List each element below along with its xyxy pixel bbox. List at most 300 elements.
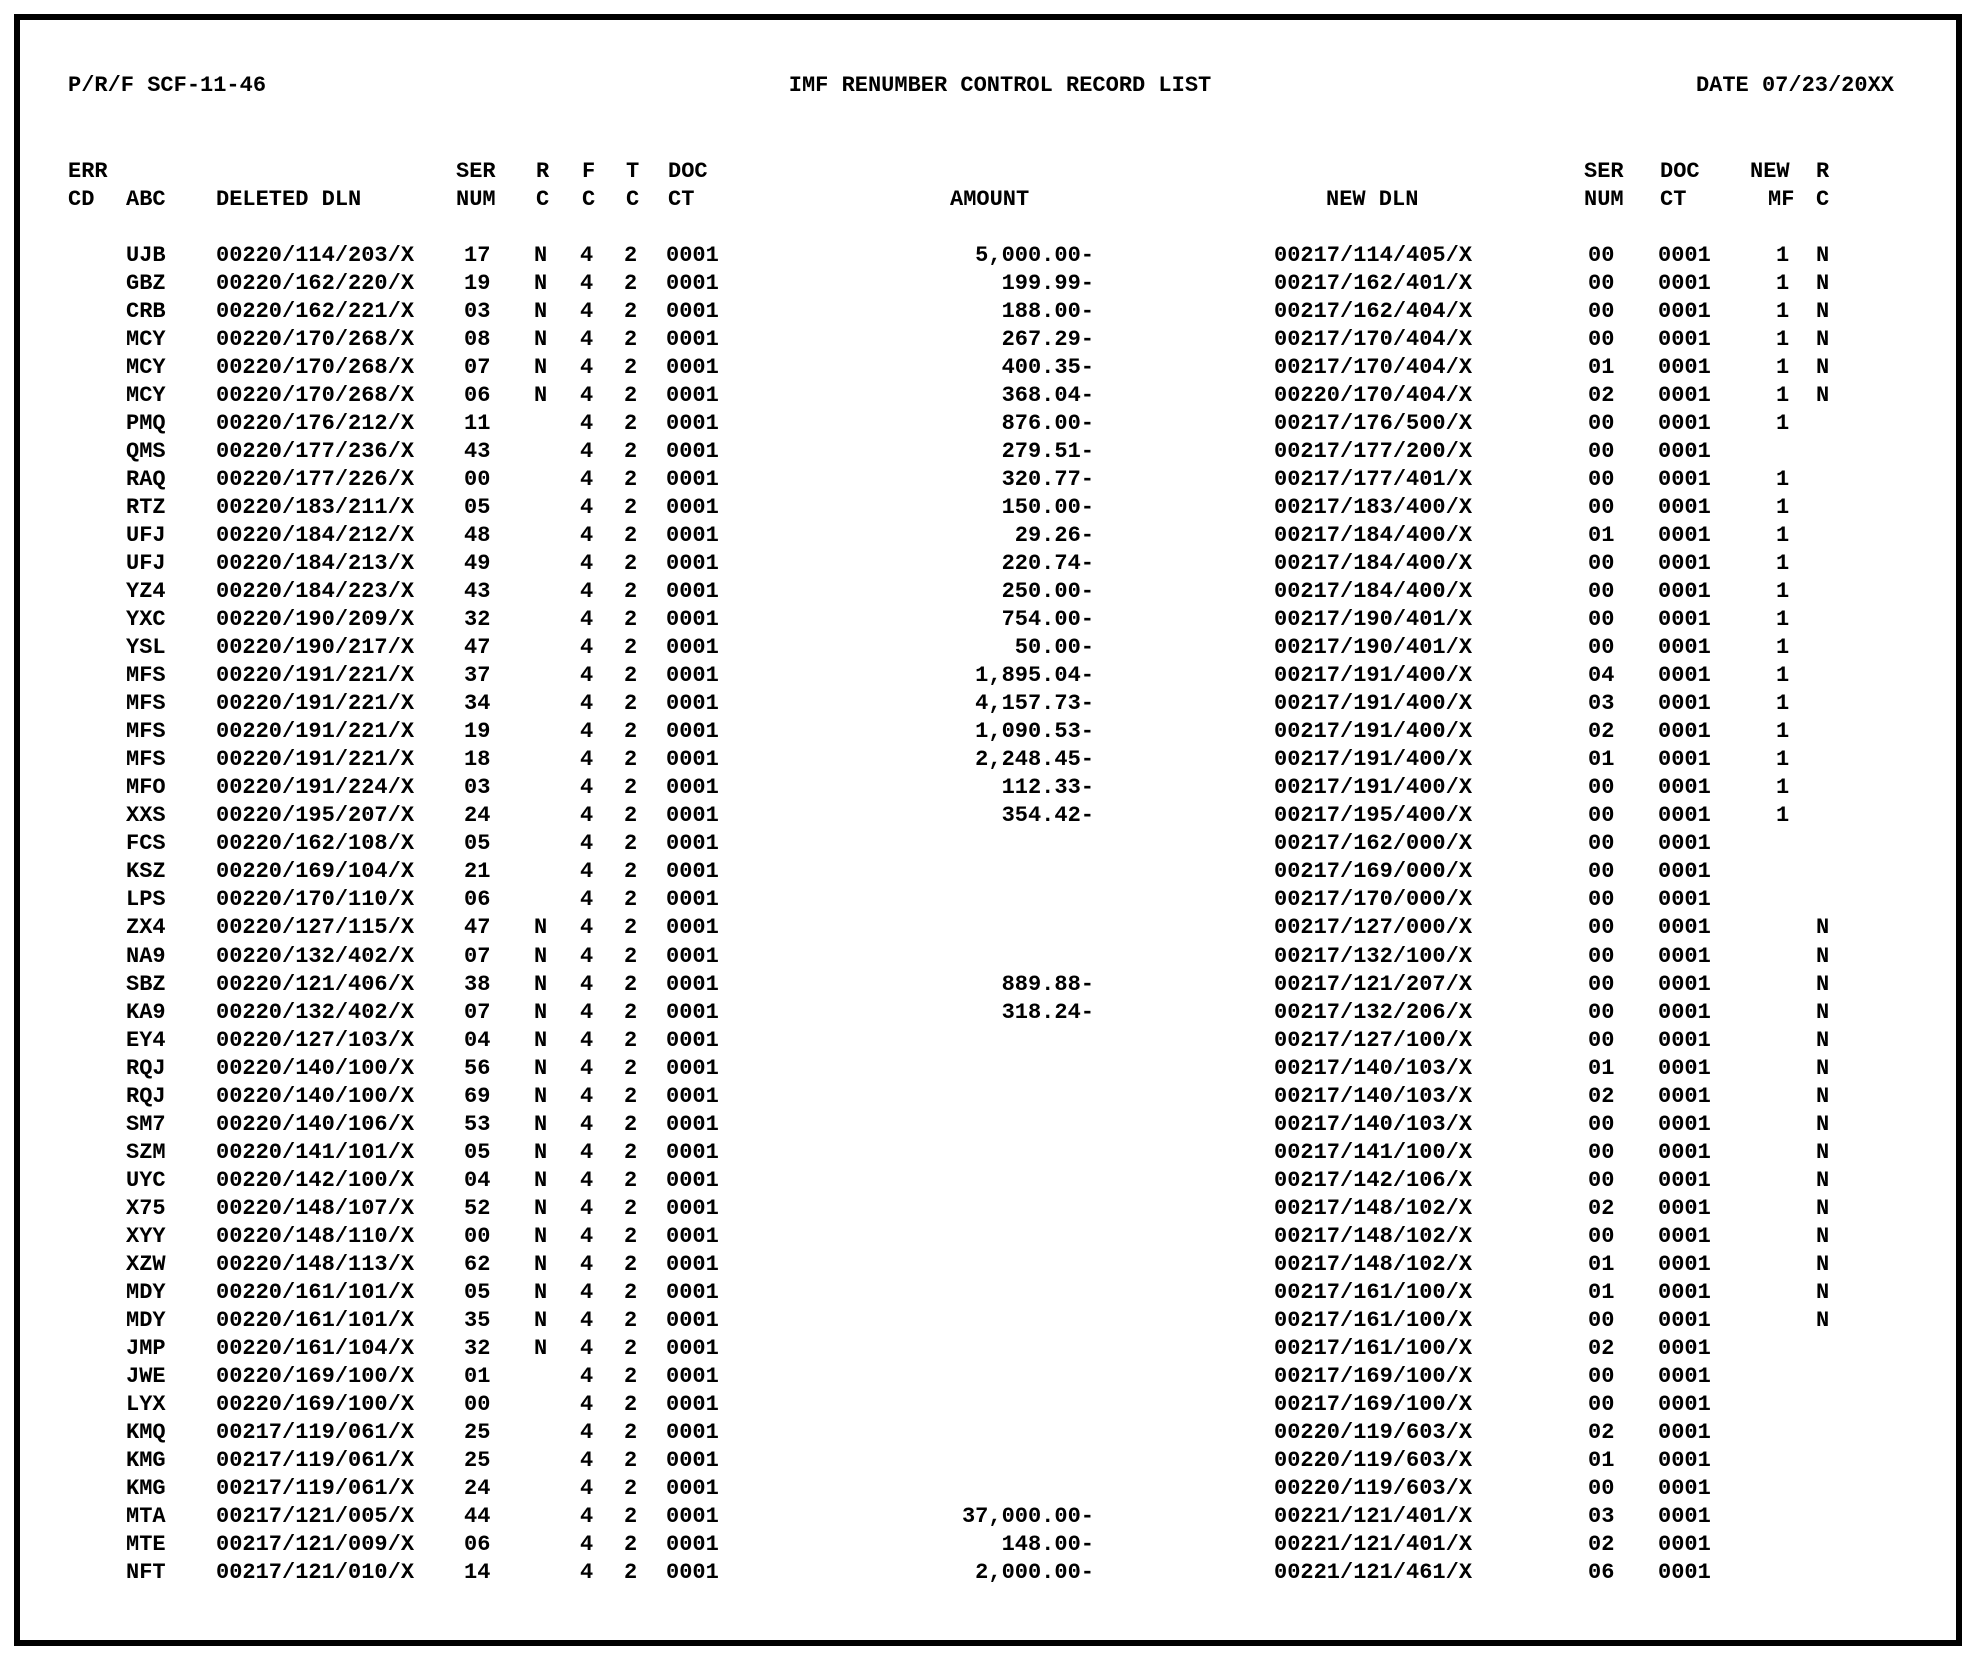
doc-ct: 0001 (666, 299, 719, 325)
table-row (20, 1111, 1956, 1139)
new-ser-num: 02 (1588, 1083, 1615, 1109)
abc-code: LYX (126, 1391, 166, 1417)
header-abc: ABC (126, 187, 166, 212)
new-dln: 00217/132/100/X (1274, 943, 1473, 969)
ser-num: 07 (464, 355, 491, 381)
tc-code: 2 (624, 1083, 638, 1109)
deleted-dln: 00220/170/268/X (216, 327, 415, 353)
table-row (20, 410, 1956, 438)
doc-ct: 0001 (666, 271, 719, 297)
ser-num: 49 (464, 551, 491, 577)
abc-code: RTZ (126, 495, 166, 521)
doc-ct: 0001 (666, 887, 719, 913)
fc-code: 4 (580, 1363, 594, 1389)
fc-code: 4 (580, 1419, 594, 1445)
fc-code: 4 (580, 1503, 594, 1529)
new-dln: 00217/121/207/X (1274, 971, 1473, 997)
new-doc-ct: 0001 (1658, 1531, 1711, 1557)
doc-ct: 0001 (666, 719, 719, 745)
new-ser-num: 03 (1588, 1503, 1615, 1529)
tc-code: 2 (624, 1223, 638, 1249)
doc-ct: 0001 (666, 1027, 719, 1053)
header-ser: SER (456, 159, 496, 184)
new-dln: 00220/119/603/X (1274, 1447, 1473, 1473)
abc-code: UFJ (126, 551, 166, 577)
table-row (20, 1139, 1956, 1167)
new-ser-num: 00 (1588, 1391, 1615, 1417)
amount: 2,248.45- (975, 747, 1094, 773)
tc-code: 2 (624, 1447, 638, 1473)
abc-code: MFS (126, 691, 166, 717)
new-doc-ct: 0001 (1658, 803, 1711, 829)
header-tc-c: C (626, 187, 640, 212)
deleted-dln: 00220/161/101/X (216, 1307, 415, 1333)
new-ser-num: 01 (1588, 355, 1615, 381)
fc-code: 4 (580, 523, 594, 549)
amount: 279.51- (1001, 439, 1094, 465)
table-row (20, 1559, 1956, 1587)
fc-code: 4 (580, 719, 594, 745)
amount: 188.00- (1001, 299, 1094, 325)
amount: 318.24- (1001, 999, 1094, 1025)
ser-num: 05 (464, 1139, 491, 1165)
new-rc-flag: N (1816, 1027, 1830, 1053)
new-dln: 00217/148/102/X (1274, 1251, 1473, 1277)
rc-flag: N (534, 1055, 548, 1081)
ser-num: 17 (464, 243, 491, 268)
doc-ct: 0001 (666, 635, 719, 661)
fc-code: 4 (580, 1475, 594, 1501)
table-row (20, 1475, 1956, 1503)
new-dln: 00217/132/206/X (1274, 999, 1473, 1025)
doc-ct: 0001 (666, 971, 719, 997)
ser-num: 44 (464, 1503, 491, 1529)
new-mf: 1 (1776, 355, 1790, 381)
rc-flag: N (534, 1251, 548, 1277)
new-dln: 00217/140/103/X (1274, 1055, 1473, 1081)
doc-ct: 0001 (666, 1111, 719, 1137)
table-row (20, 886, 1956, 914)
ser-num: 43 (464, 579, 491, 605)
amount: 37,000.00- (961, 1503, 1094, 1529)
deleted-dln: 00220/132/402/X (216, 943, 415, 969)
new-rc-flag: N (1816, 1251, 1830, 1277)
amount: 4,157.73- (975, 691, 1094, 717)
deleted-dln: 00217/121/009/X (216, 1531, 415, 1557)
new-ser-num: 02 (1588, 1531, 1615, 1557)
fc-code: 4 (580, 355, 594, 381)
amount: 150.00- (1001, 495, 1094, 521)
tc-code: 2 (624, 411, 638, 437)
abc-code: KMG (126, 1475, 166, 1501)
new-mf: 1 (1776, 579, 1790, 605)
table-row (20, 1279, 1956, 1307)
new-dln: 00217/169/000/X (1274, 859, 1473, 885)
new-dln: 00217/195/400/X (1274, 803, 1473, 829)
rc-flag: N (534, 327, 548, 353)
abc-code: MDY (126, 1279, 166, 1305)
report-frame (14, 14, 1962, 1646)
fc-code: 4 (580, 1531, 594, 1557)
doc-ct: 0001 (666, 943, 719, 969)
table-row (20, 382, 1956, 410)
rc-flag: N (534, 1307, 548, 1333)
doc-ct: 0001 (666, 1139, 719, 1165)
table-row (20, 1531, 1956, 1559)
new-rc-flag: N (1816, 1223, 1830, 1249)
new-rc-flag: N (1816, 1195, 1830, 1221)
new-ser-num: 01 (1588, 1055, 1615, 1081)
amount: 199.99- (1001, 271, 1094, 297)
new-ser-num: 00 (1588, 887, 1615, 913)
deleted-dln: 00220/162/221/X (216, 299, 415, 325)
tc-code: 2 (624, 243, 638, 268)
tc-code: 2 (624, 635, 638, 661)
abc-code: QMS (126, 439, 166, 465)
doc-ct: 0001 (666, 747, 719, 773)
rc-flag: N (534, 1223, 548, 1249)
new-doc-ct: 0001 (1658, 1251, 1711, 1277)
doc-ct: 0001 (666, 831, 719, 857)
header-new-dln: NEW DLN (1326, 187, 1419, 212)
amount: 754.00- (1001, 607, 1094, 633)
new-doc-ct: 0001 (1658, 495, 1711, 521)
new-doc-ct: 0001 (1658, 1111, 1711, 1137)
table-row (20, 606, 1956, 634)
table-row (20, 1335, 1956, 1363)
abc-code: XZW (126, 1251, 166, 1277)
abc-code: MDY (126, 1307, 166, 1333)
abc-code: YZ4 (126, 579, 166, 605)
ser-num: 00 (464, 467, 491, 493)
doc-ct: 0001 (666, 1223, 719, 1249)
ser-num: 38 (464, 971, 491, 997)
abc-code: NA9 (126, 943, 166, 969)
fc-code: 4 (580, 1279, 594, 1305)
tc-code: 2 (624, 1195, 638, 1221)
deleted-dln: 00217/121/005/X (216, 1503, 415, 1529)
abc-code: MFS (126, 663, 166, 689)
deleted-dln: 00220/169/104/X (216, 859, 415, 885)
deleted-dln: 00217/121/010/X (216, 1559, 415, 1585)
fc-code: 4 (580, 1335, 594, 1361)
table-row (20, 830, 1956, 858)
table-row (20, 1503, 1956, 1531)
rc-flag: N (534, 355, 548, 381)
new-doc-ct: 0001 (1658, 299, 1711, 325)
new-rc-flag: N (1816, 999, 1830, 1025)
doc-ct: 0001 (666, 775, 719, 801)
fc-code: 4 (580, 551, 594, 577)
tc-code: 2 (624, 1391, 638, 1417)
tc-code: 2 (624, 579, 638, 605)
new-ser-num: 00 (1588, 971, 1615, 997)
column-header-line-1 (20, 158, 1956, 186)
doc-ct: 0001 (666, 803, 719, 829)
new-rc-flag: N (1816, 327, 1830, 353)
new-rc-flag: N (1816, 383, 1830, 409)
table-row (20, 354, 1956, 382)
table-row (20, 298, 1956, 326)
tc-code: 2 (624, 551, 638, 577)
tc-code: 2 (624, 299, 638, 325)
tc-code: 2 (624, 495, 638, 521)
new-mf: 1 (1776, 719, 1790, 745)
rc-flag: N (534, 1083, 548, 1109)
table-row (20, 746, 1956, 774)
header-amount: AMOUNT (950, 187, 1030, 212)
abc-code: LPS (126, 887, 166, 913)
abc-code: KMG (126, 1447, 166, 1473)
abc-code: XYY (126, 1223, 166, 1249)
tc-code: 2 (624, 1111, 638, 1137)
deleted-dln: 00220/162/108/X (216, 831, 415, 857)
new-mf: 1 (1776, 271, 1790, 297)
tc-code: 2 (624, 355, 638, 381)
new-ser-num: 00 (1588, 607, 1615, 633)
doc-ct: 0001 (666, 467, 719, 493)
fc-code: 4 (580, 775, 594, 801)
new-rc-flag: N (1816, 1307, 1830, 1333)
abc-code: MFS (126, 719, 166, 745)
amount: 112.33- (1001, 775, 1094, 801)
new-doc-ct: 0001 (1658, 1447, 1711, 1473)
table-row (20, 494, 1956, 522)
deleted-dln: 00220/184/212/X (216, 523, 415, 549)
rc-flag: N (534, 999, 548, 1025)
fc-code: 4 (580, 299, 594, 325)
deleted-dln: 00220/170/268/X (216, 383, 415, 409)
deleted-dln: 00220/191/221/X (216, 719, 415, 745)
ser-num: 32 (464, 607, 491, 633)
new-mf: 1 (1776, 467, 1790, 493)
tc-code: 2 (624, 1139, 638, 1165)
new-doc-ct: 0001 (1658, 1223, 1711, 1249)
deleted-dln: 00220/184/213/X (216, 551, 415, 577)
fc-code: 4 (580, 915, 594, 941)
doc-ct: 0001 (666, 1335, 719, 1361)
ser-num: 03 (464, 775, 491, 801)
tc-code: 2 (624, 1279, 638, 1305)
header-num: NUM (456, 187, 496, 212)
new-rc-flag: N (1816, 1111, 1830, 1137)
new-dln: 00217/184/400/X (1274, 551, 1473, 577)
ser-num: 05 (464, 495, 491, 521)
fc-code: 4 (580, 243, 594, 268)
deleted-dln: 00220/177/226/X (216, 467, 415, 493)
abc-code: SBZ (126, 971, 166, 997)
amount: 354.42- (1001, 803, 1094, 829)
amount: 889.88- (1001, 971, 1094, 997)
fc-code: 4 (580, 635, 594, 661)
new-doc-ct: 0001 (1658, 971, 1711, 997)
doc-ct: 0001 (666, 411, 719, 437)
ser-num: 00 (464, 1391, 491, 1417)
new-dln: 00217/148/102/X (1274, 1223, 1473, 1249)
abc-code: CRB (126, 299, 166, 325)
ser-num: 04 (464, 1027, 491, 1053)
deleted-dln: 00220/177/236/X (216, 439, 415, 465)
new-dln: 00221/121/461/X (1274, 1559, 1473, 1585)
ser-num: 11 (464, 411, 491, 437)
header-ct: CT (668, 187, 695, 212)
ser-num: 62 (464, 1251, 491, 1277)
table-row (20, 1447, 1956, 1475)
tc-code: 2 (624, 1251, 638, 1277)
fc-code: 4 (580, 803, 594, 829)
doc-ct: 0001 (666, 1503, 719, 1529)
new-mf: 1 (1776, 411, 1790, 437)
tc-code: 2 (624, 943, 638, 969)
header-num2: NUM (1584, 187, 1624, 212)
abc-code: RQJ (126, 1055, 166, 1081)
new-mf: 1 (1776, 523, 1790, 549)
ser-num: 04 (464, 1167, 491, 1193)
fc-code: 4 (580, 467, 594, 493)
new-doc-ct: 0001 (1658, 1419, 1711, 1445)
new-doc-ct: 0001 (1658, 271, 1711, 297)
fc-code: 4 (580, 1391, 594, 1417)
doc-ct: 0001 (666, 663, 719, 689)
doc-ct: 0001 (666, 495, 719, 521)
tc-code: 2 (624, 1027, 638, 1053)
deleted-dln: 00220/127/103/X (216, 1027, 415, 1053)
table-row (20, 914, 1956, 942)
table-row (20, 270, 1956, 298)
new-ser-num: 04 (1588, 663, 1615, 689)
header-c2: C (1816, 187, 1830, 212)
new-ser-num: 00 (1588, 1223, 1615, 1249)
new-ser-num: 00 (1588, 1363, 1615, 1389)
fc-code: 4 (580, 1447, 594, 1473)
new-dln: 00217/191/400/X (1274, 663, 1473, 689)
new-ser-num: 00 (1588, 635, 1615, 661)
deleted-dln: 00220/162/220/X (216, 271, 415, 297)
new-doc-ct: 0001 (1658, 859, 1711, 885)
tc-code: 2 (624, 607, 638, 633)
ser-num: 48 (464, 523, 491, 549)
header-err: ERR (68, 159, 108, 184)
new-dln: 00220/119/603/X (1274, 1419, 1473, 1445)
deleted-dln: 00220/121/406/X (216, 971, 415, 997)
new-dln: 00217/162/404/X (1274, 299, 1473, 325)
new-doc-ct: 0001 (1658, 999, 1711, 1025)
doc-ct: 0001 (666, 1447, 719, 1473)
table-row (20, 1223, 1956, 1251)
abc-code: MTE (126, 1531, 166, 1557)
new-doc-ct: 0001 (1658, 1335, 1711, 1361)
table-row (20, 1363, 1956, 1391)
table-row (20, 1195, 1956, 1223)
rc-flag: N (534, 271, 548, 297)
new-ser-num: 00 (1588, 299, 1615, 325)
deleted-dln: 00220/183/211/X (216, 495, 415, 521)
ser-num: 08 (464, 327, 491, 353)
tc-code: 2 (624, 691, 638, 717)
new-doc-ct: 0001 (1658, 383, 1711, 409)
fc-code: 4 (580, 327, 594, 353)
fc-code: 4 (580, 1139, 594, 1165)
tc-code: 2 (624, 1559, 638, 1585)
new-rc-flag: N (1816, 971, 1830, 997)
column-header-line-2 (20, 186, 1956, 214)
new-mf: 1 (1776, 383, 1790, 409)
new-ser-num: 00 (1588, 803, 1615, 829)
abc-code: UFJ (126, 523, 166, 549)
new-mf: 1 (1776, 243, 1790, 268)
tc-code: 2 (624, 971, 638, 997)
abc-code: EY4 (126, 1027, 166, 1053)
new-dln: 00217/161/100/X (1274, 1279, 1473, 1305)
tc-code: 2 (624, 775, 638, 801)
new-ser-num: 00 (1588, 999, 1615, 1025)
new-mf: 1 (1776, 747, 1790, 773)
abc-code: JMP (126, 1335, 166, 1361)
doc-ct: 0001 (666, 607, 719, 633)
rc-flag: N (534, 383, 548, 409)
rc-flag: N (534, 1027, 548, 1053)
rc-flag: N (534, 243, 548, 268)
new-dln: 00217/170/404/X (1274, 355, 1473, 381)
header-doc: DOC (668, 159, 708, 184)
amount: 50.00- (1014, 635, 1094, 661)
deleted-dln: 00220/184/223/X (216, 579, 415, 605)
table-row (20, 718, 1956, 746)
ser-num: 25 (464, 1419, 491, 1445)
new-mf: 1 (1776, 663, 1790, 689)
new-doc-ct: 0001 (1658, 1363, 1711, 1389)
new-dln: 00217/161/100/X (1274, 1307, 1473, 1333)
doc-ct: 0001 (666, 1559, 719, 1585)
new-mf: 1 (1776, 495, 1790, 521)
ser-num: 07 (464, 999, 491, 1025)
doc-ct: 0001 (666, 243, 719, 268)
tc-code: 2 (624, 999, 638, 1025)
new-rc-flag: N (1816, 243, 1830, 268)
tc-code: 2 (624, 887, 638, 913)
new-doc-ct: 0001 (1658, 551, 1711, 577)
deleted-dln: 00220/141/101/X (216, 1139, 415, 1165)
header-mf: MF (1768, 187, 1795, 212)
table-row (20, 326, 1956, 354)
fc-code: 4 (580, 1027, 594, 1053)
table-row (20, 466, 1956, 494)
new-ser-num: 00 (1588, 775, 1615, 801)
amount: 5,000.00- (975, 243, 1094, 268)
abc-code: RQJ (126, 1083, 166, 1109)
header-ct2: CT (1660, 187, 1687, 212)
new-ser-num: 00 (1588, 327, 1615, 353)
ser-num: 32 (464, 1335, 491, 1361)
new-dln: 00217/142/106/X (1274, 1167, 1473, 1193)
amount: 148.00- (1001, 1531, 1094, 1557)
tc-code: 2 (624, 719, 638, 745)
new-ser-num: 00 (1588, 271, 1615, 297)
tc-code: 2 (624, 747, 638, 773)
new-mf: 1 (1776, 607, 1790, 633)
deleted-dln: 00220/176/212/X (216, 411, 415, 437)
abc-code: YXC (126, 607, 166, 633)
fc-code: 4 (580, 1195, 594, 1221)
new-dln: 00221/121/401/X (1274, 1531, 1473, 1557)
table-row (20, 1307, 1956, 1335)
ser-num: 24 (464, 1475, 491, 1501)
new-rc-flag: N (1816, 915, 1830, 941)
new-doc-ct: 0001 (1658, 523, 1711, 549)
new-dln: 00220/119/603/X (1274, 1475, 1473, 1501)
ser-num: 34 (464, 691, 491, 717)
table-row (20, 774, 1956, 802)
